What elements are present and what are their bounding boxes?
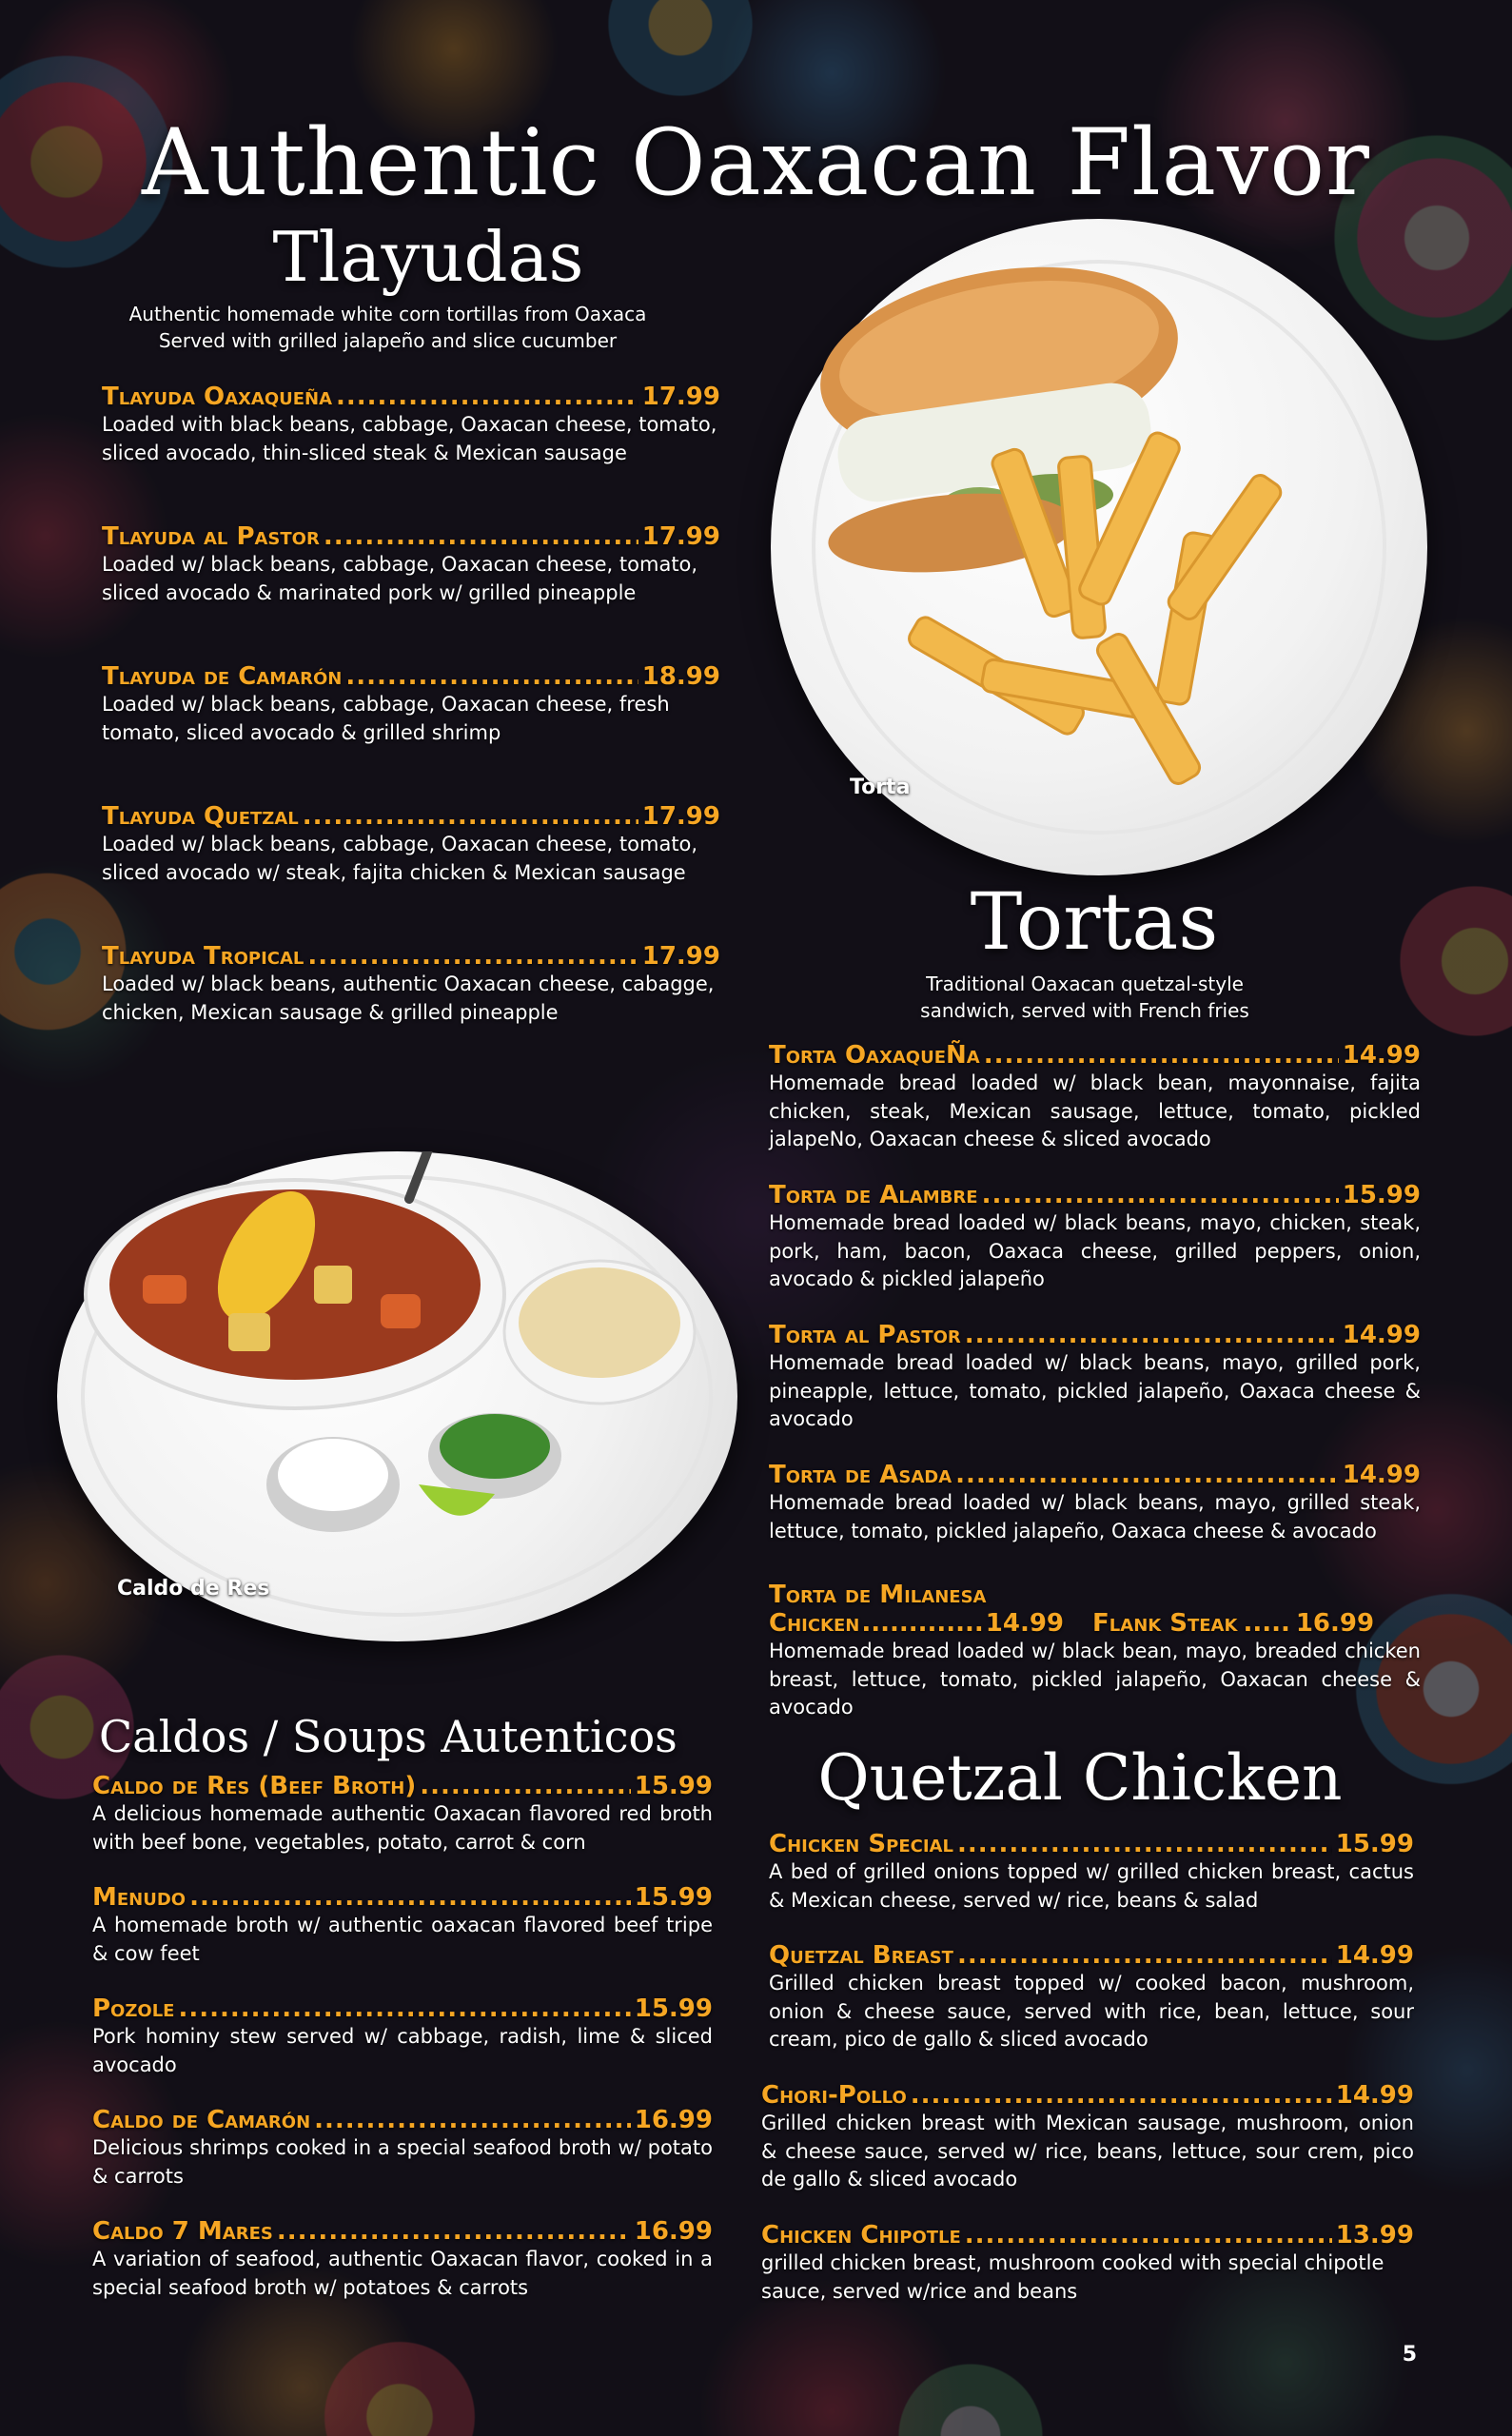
item-description: A homemade broth w/ authentic oaxacan flavored beef tripe & cow feet <box>92 1914 713 1965</box>
item-name: Chori-Pollo <box>761 2081 907 2110</box>
menu-item <box>769 1041 1421 1166</box>
item-name: Torta de Milanesa <box>769 1581 987 1609</box>
item-description: Homemade bread loaded w/ black bean, mayo, breaded chicken breast, lettuce, tomato, pickled jalapeño, Oaxacan cheese & avocado <box>769 1640 1421 1719</box>
menu-item <box>92 1772 713 1868</box>
milanesa-options <box>769 1609 1421 1638</box>
item-description: grilled chicken breast, mushroom cooked with special chipotle sauce, served w/rice and beans <box>761 2251 1384 2303</box>
item-price: 13.99 <box>1335 2221 1414 2249</box>
menu-item <box>102 802 720 927</box>
item-price: 14.99 <box>1335 2081 1414 2110</box>
menu-item <box>769 1830 1414 1926</box>
item-name: Caldo de Res (Beef Broth) <box>92 1772 417 1800</box>
page-title: Authentic Oaxacan Flavor <box>142 109 1370 216</box>
leader-dots <box>189 1883 631 1912</box>
item-name: Chicken Chipotle <box>761 2221 961 2249</box>
item-name: Torta OaxaqueÑa <box>769 1041 980 1070</box>
leader-dots: ..... <box>1243 1609 1290 1638</box>
item-description: Homemade bread loaded w/ black bean, mayonnaise, fajita chicken, steak, Mexican sausage, lettuce, tomato, pickled jalapeNo, Oaxacan cheese & sliced avocado <box>769 1071 1421 1150</box>
tortas-subtitle <box>761 971 1408 1024</box>
item-description: A delicious homemade authentic Oaxacan flavored red broth with beef bone, vegetables, potato, carrot & corn <box>92 1802 713 1854</box>
chicken-list <box>761 1830 1414 2321</box>
item-price: 14.99 <box>1335 1941 1414 1970</box>
leader-dots <box>277 2217 631 2246</box>
leader-dots <box>965 1321 1339 1349</box>
item-name: Menudo <box>92 1883 187 1912</box>
caldos-list <box>92 1772 713 2317</box>
item-name: Pozole <box>92 1994 175 2023</box>
menu-item <box>92 1994 713 2091</box>
menu-item <box>761 2081 1414 2206</box>
torta-photo-caption: Torta <box>850 776 911 799</box>
caldo-photo <box>57 1151 737 1641</box>
item-description: Homemade bread loaded w/ black beans, mayo, chicken, steak, pork, ham, bacon, Oaxaca cheese, grilled peppers, onion, avocado & pickled jalapeño <box>769 1211 1421 1290</box>
leader-dots <box>345 662 638 691</box>
menu-item <box>769 1461 1421 1565</box>
tlayudas-subtitle <box>95 301 680 354</box>
item-name: Caldo de Camarón <box>92 2106 311 2134</box>
item-price: 15.99 <box>1335 1830 1414 1858</box>
item-description: Homemade bread loaded w/ black beans, mayo, grilled steak, lettuce, tomato, pickled jalapeño, Oaxaca cheese & avocado <box>769 1491 1421 1542</box>
tlayudas-subtitle-line: Authentic homemade white corn tortillas from Oaxaca <box>128 303 647 325</box>
item-name: Tlayuda de Camarón <box>102 662 343 691</box>
item-name: Tlayuda Oaxaqueña <box>102 383 333 411</box>
tortas-subtitle-line: Traditional Oaxacan quetzal-style <box>926 972 1244 995</box>
leader-dots <box>303 802 638 831</box>
item-price: 14.99 <box>1342 1461 1421 1489</box>
caldos-title: Caldos / Soups Autenticos <box>99 1711 677 1762</box>
menu-item <box>769 1181 1421 1306</box>
item-name: Chicken Special <box>769 1830 953 1858</box>
tlayudas-title: Tlayudas <box>272 217 584 297</box>
item-name: Torta al Pastor <box>769 1321 961 1349</box>
item-price: 15.99 <box>634 1883 713 1912</box>
leader-dots <box>955 1461 1339 1489</box>
leader-dots <box>314 2106 631 2134</box>
item-description: Loaded w/ black beans, cabbage, Oaxacan cheese, tomato, sliced avocado w/ steak, fajita chicken & Mexican sausage <box>102 833 698 884</box>
item-name: Caldo 7 Mares <box>92 2217 273 2246</box>
milanesa-steak-label: Flank Steak <box>1092 1609 1238 1638</box>
leader-dots <box>982 1181 1339 1209</box>
menu-item <box>769 1941 1414 2066</box>
tlayudas-list <box>102 383 720 1042</box>
item-price: 14.99 <box>1342 1321 1421 1349</box>
item-price: 15.99 <box>1342 1181 1421 1209</box>
item-description: A variation of seafood, authentic Oaxacan flavor, cooked in a special seafood broth w/ potatoes & carrots <box>92 2248 713 2299</box>
milanesa-chicken-price: 14.99 <box>985 1609 1065 1638</box>
tortas-title: Tortas <box>970 877 1219 968</box>
item-price: 17.99 <box>641 383 720 411</box>
item-description: Loaded w/ black beans, authentic Oaxacan cheese, cabagge, chicken, Mexican sausage & grilled pineapple <box>102 972 715 1024</box>
item-description: A bed of grilled onions topped w/ grilled chicken breast, cactus & Mexican cheese, served w/ rice, beans & salad <box>769 1860 1414 1912</box>
leader-dots: ............. <box>861 1609 984 1638</box>
item-name: Torta de Asada <box>769 1461 952 1489</box>
leader-dots <box>420 1772 631 1800</box>
item-price: 15.99 <box>634 1994 713 2023</box>
item-description: Grilled chicken breast with Mexican sausage, mushroom, onion & cheese sauce, served w/ rice, beans, lettuce, sour crem, pico de gallo & sliced avocado <box>761 2112 1414 2190</box>
menu-item <box>92 1883 713 1979</box>
menu-item <box>761 2221 1414 2306</box>
item-name: Tlayuda Tropical <box>102 942 304 971</box>
leader-dots <box>307 942 638 971</box>
item-name: Tlayuda al Pastor <box>102 522 320 551</box>
leader-dots <box>324 522 638 551</box>
tlayudas-subtitle-line: Served with grilled jalapeño and slice cucumber <box>158 329 618 352</box>
menu-item <box>102 662 720 787</box>
menu-item <box>102 942 720 1027</box>
item-price: 18.99 <box>641 662 720 691</box>
menu-item <box>769 1321 1421 1445</box>
leader-dots <box>984 1041 1339 1070</box>
menu-item <box>92 2106 713 2202</box>
leader-dots <box>336 383 638 411</box>
item-price: 17.99 <box>641 942 720 971</box>
menu-item <box>102 522 720 647</box>
menu-item-milanesa <box>769 1581 1421 1722</box>
menu-item <box>92 2217 713 2302</box>
item-name: Torta de Alambre <box>769 1181 978 1209</box>
caldo-photo-caption: Caldo de Res <box>117 1577 270 1601</box>
item-name: Tlayuda Quetzal <box>102 802 299 831</box>
item-price: 17.99 <box>641 802 720 831</box>
item-description: Loaded w/ black beans, cabbage, Oaxacan cheese, fresh tomato, sliced avocado & grilled shrimp <box>102 693 670 744</box>
item-price: 15.99 <box>634 1772 713 1800</box>
page-number: 5 <box>1402 2343 1417 2367</box>
menu-item <box>102 383 720 507</box>
milanesa-chicken-label: Chicken <box>769 1609 860 1638</box>
item-name: Quetzal Breast <box>769 1941 953 1970</box>
leader-dots <box>178 1994 630 2023</box>
leader-dots <box>957 1941 1332 1970</box>
item-description: Homemade bread loaded w/ black beans, mayo, grilled pork, pineapple, lettuce, tomato, pickled jalapeño, Oaxaca cheese & avocado <box>769 1351 1421 1430</box>
leader-dots <box>911 2081 1332 2110</box>
item-description: Delicious shrimps cooked in a special seafood broth w/ potato & carrots <box>92 2136 713 2188</box>
leader-dots <box>965 2221 1332 2249</box>
tortas-list <box>769 1041 1421 1738</box>
tortas-subtitle-line: sandwich, served with French fries <box>920 999 1249 1022</box>
item-price: 14.99 <box>1342 1041 1421 1070</box>
item-description: Loaded w/ black beans, cabbage, Oaxacan cheese, tomato, sliced avocado & marinated pork w/ grilled pineapple <box>102 553 698 604</box>
chicken-title: Quetzal Chicken <box>817 1741 1343 1815</box>
item-price: 16.99 <box>634 2106 713 2134</box>
item-description: Pork hominy stew served w/ cabbage, radish, lime & sliced avocado <box>92 2025 713 2076</box>
caldo-illustration <box>57 1151 737 1641</box>
item-description: Loaded with black beans, cabbage, Oaxacan cheese, tomato, sliced avocado, thin-sliced steak & Mexican sausage <box>102 413 717 464</box>
item-price: 17.99 <box>641 522 720 551</box>
item-description: Grilled chicken breast topped w/ cooked bacon, mushroom, onion & cheese sauce, served with rice, bean, lettuce, sour cream, pico de gallo & sliced avocado <box>769 1972 1414 2051</box>
item-price: 16.99 <box>634 2217 713 2246</box>
leader-dots <box>957 1830 1332 1858</box>
milanesa-steak-price: 16.99 <box>1295 1609 1375 1638</box>
